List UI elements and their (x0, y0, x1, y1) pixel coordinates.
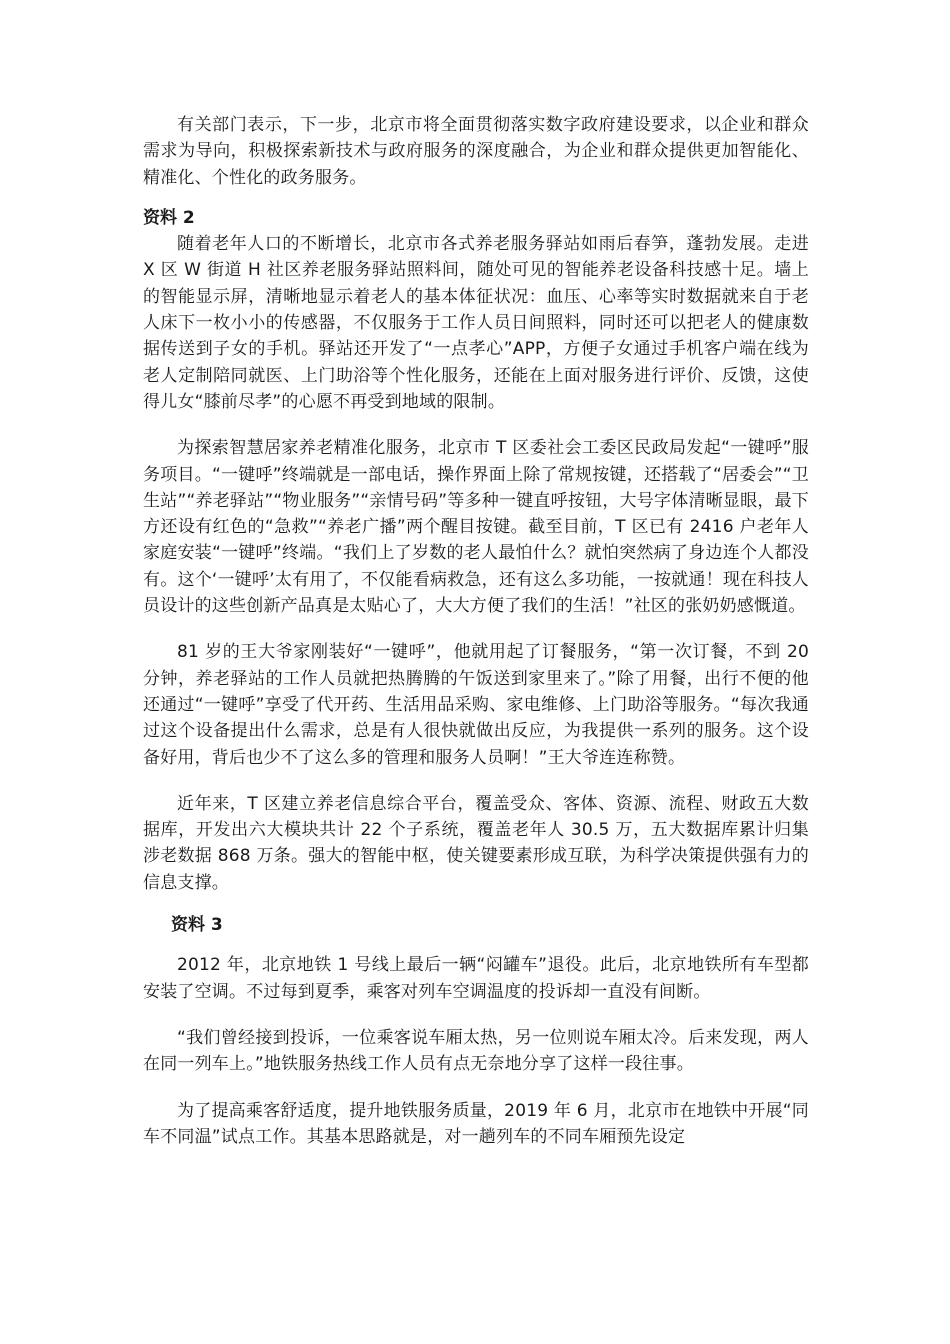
paragraph-5: 近年来，T 区建立养老信息综合平台，覆盖受众、客体、资源、流程、财政五大数据库，开发出六大模块共计 22 个子系统，覆盖老年人 30.5 万，五大数据库累计归集涉老数据 868 万条。强大的智能中枢，使关键要素形成互联，为科学决策提供强有力的信息支撑。 (143, 793, 809, 893)
document-page (143, 112, 809, 1150)
paragraph-1: 有关部门表示，下一步，北京市将全面贯彻落实数字政府建设要求，以企业和群众需求为导向，积极探索新技术与政府服务的深度融合，为企业和群众提供更加智能化、精准化、个性化的政务服务。 (143, 115, 809, 188)
heading-material-2: 资料 2 (143, 207, 195, 228)
paragraph-7: “我们曾经接到投诉，一位乘客说车厢太热，另一位则说车厢太冷。后来发现，两人在同一列车上。”地铁服务热线工作人员有点无奈地分享了这样一段往事。 (143, 1027, 809, 1075)
paragraph-6: 2012 年，北京地铁 1 号线上最后一辆“闷罐车”退役。此后，北京地铁所有车型都安装了空调。不过每到夏季，乘客对列车空调温度的投诉却一直没有间断。 (143, 955, 809, 1002)
paragraph-2: 随着老年人口的不断增长，北京市各式养老服务驿站如雨后春笋，蓬勃发展。走进 X 区 W 街道 H 社区养老服务驿站照料间，随处可见的智能养老设备科技感十足。墙上的智能显示屏，清晰地显示着老人的基本体征状况：血压、心率等实时数据就来自于老人床下一枚小小的传感器，不仅服务于工作人员日间照料，同时还可以把老人的健康数据传送到子女的手机。驿站还开发了“一点孝心”APP，方便子女通过手机客户端在线为老人定制陪同就医、上门助浴等个性化服务，还能在上面对服务进行评价、反馈，这使得儿女“膝前尽孝”的心愿不再受到地域的限制。 (143, 234, 809, 412)
heading-material-3: 资料 3 (171, 915, 223, 936)
paragraph-8: 为了提高乘客舒适度，提升地铁服务质量，2019 年 6 月，北京市在地铁中开展“同车不同温”试点工作。其基本思路就是，对一趟列车的不同车厢预先设定 (143, 1100, 809, 1147)
paragraph-3: 为探索智慧居家养老精准化服务，北京市 T 区委社会工委区民政局发起“一键呼”服务项目。“一键呼”终端就是一部电话，操作界面上除了常规按键，还搭载了“居委会”“卫生站”“养老驿站”“物业服务”“亲情号码”等多种一键直呼按钮，大号字体清晰显眼，最下方还设有红色的“急救”“养老广播”两个醒目按键。截至目前，T 区已有 2416 户老年人家庭安装“一键呼”终端。“我们上了岁数的老人最怕什么？就怕突然病了身边连个人都没有。这个‘一键呼’太有用了，不仅能看病救急，还有这么多功能，一按就通！现在科技人员设计的这些创新产品真是太贴心了，大大方便了我们的生活！”社区的张奶奶感慨道。 (143, 438, 809, 617)
paragraph-4: 81 岁的王大爷家刚装好“一键呼”，他就用起了订餐服务，“第一次订餐，不到 20 分钟，养老驿站的工作人员就把热腾腾的午饭送到家里来了。”除了用餐，出行不便的他还通过“一键呼”享受了代开药、生活用品采购、家电维修、上门助浴等服务。“每次我通过这个设备提出什么需求，总是有人很快就做出反应，为我提供一系列的服务。这个设备好用，背后也少不了这么多的管理和服务人员啊！”王大爷连连称赞。 (143, 642, 809, 768)
